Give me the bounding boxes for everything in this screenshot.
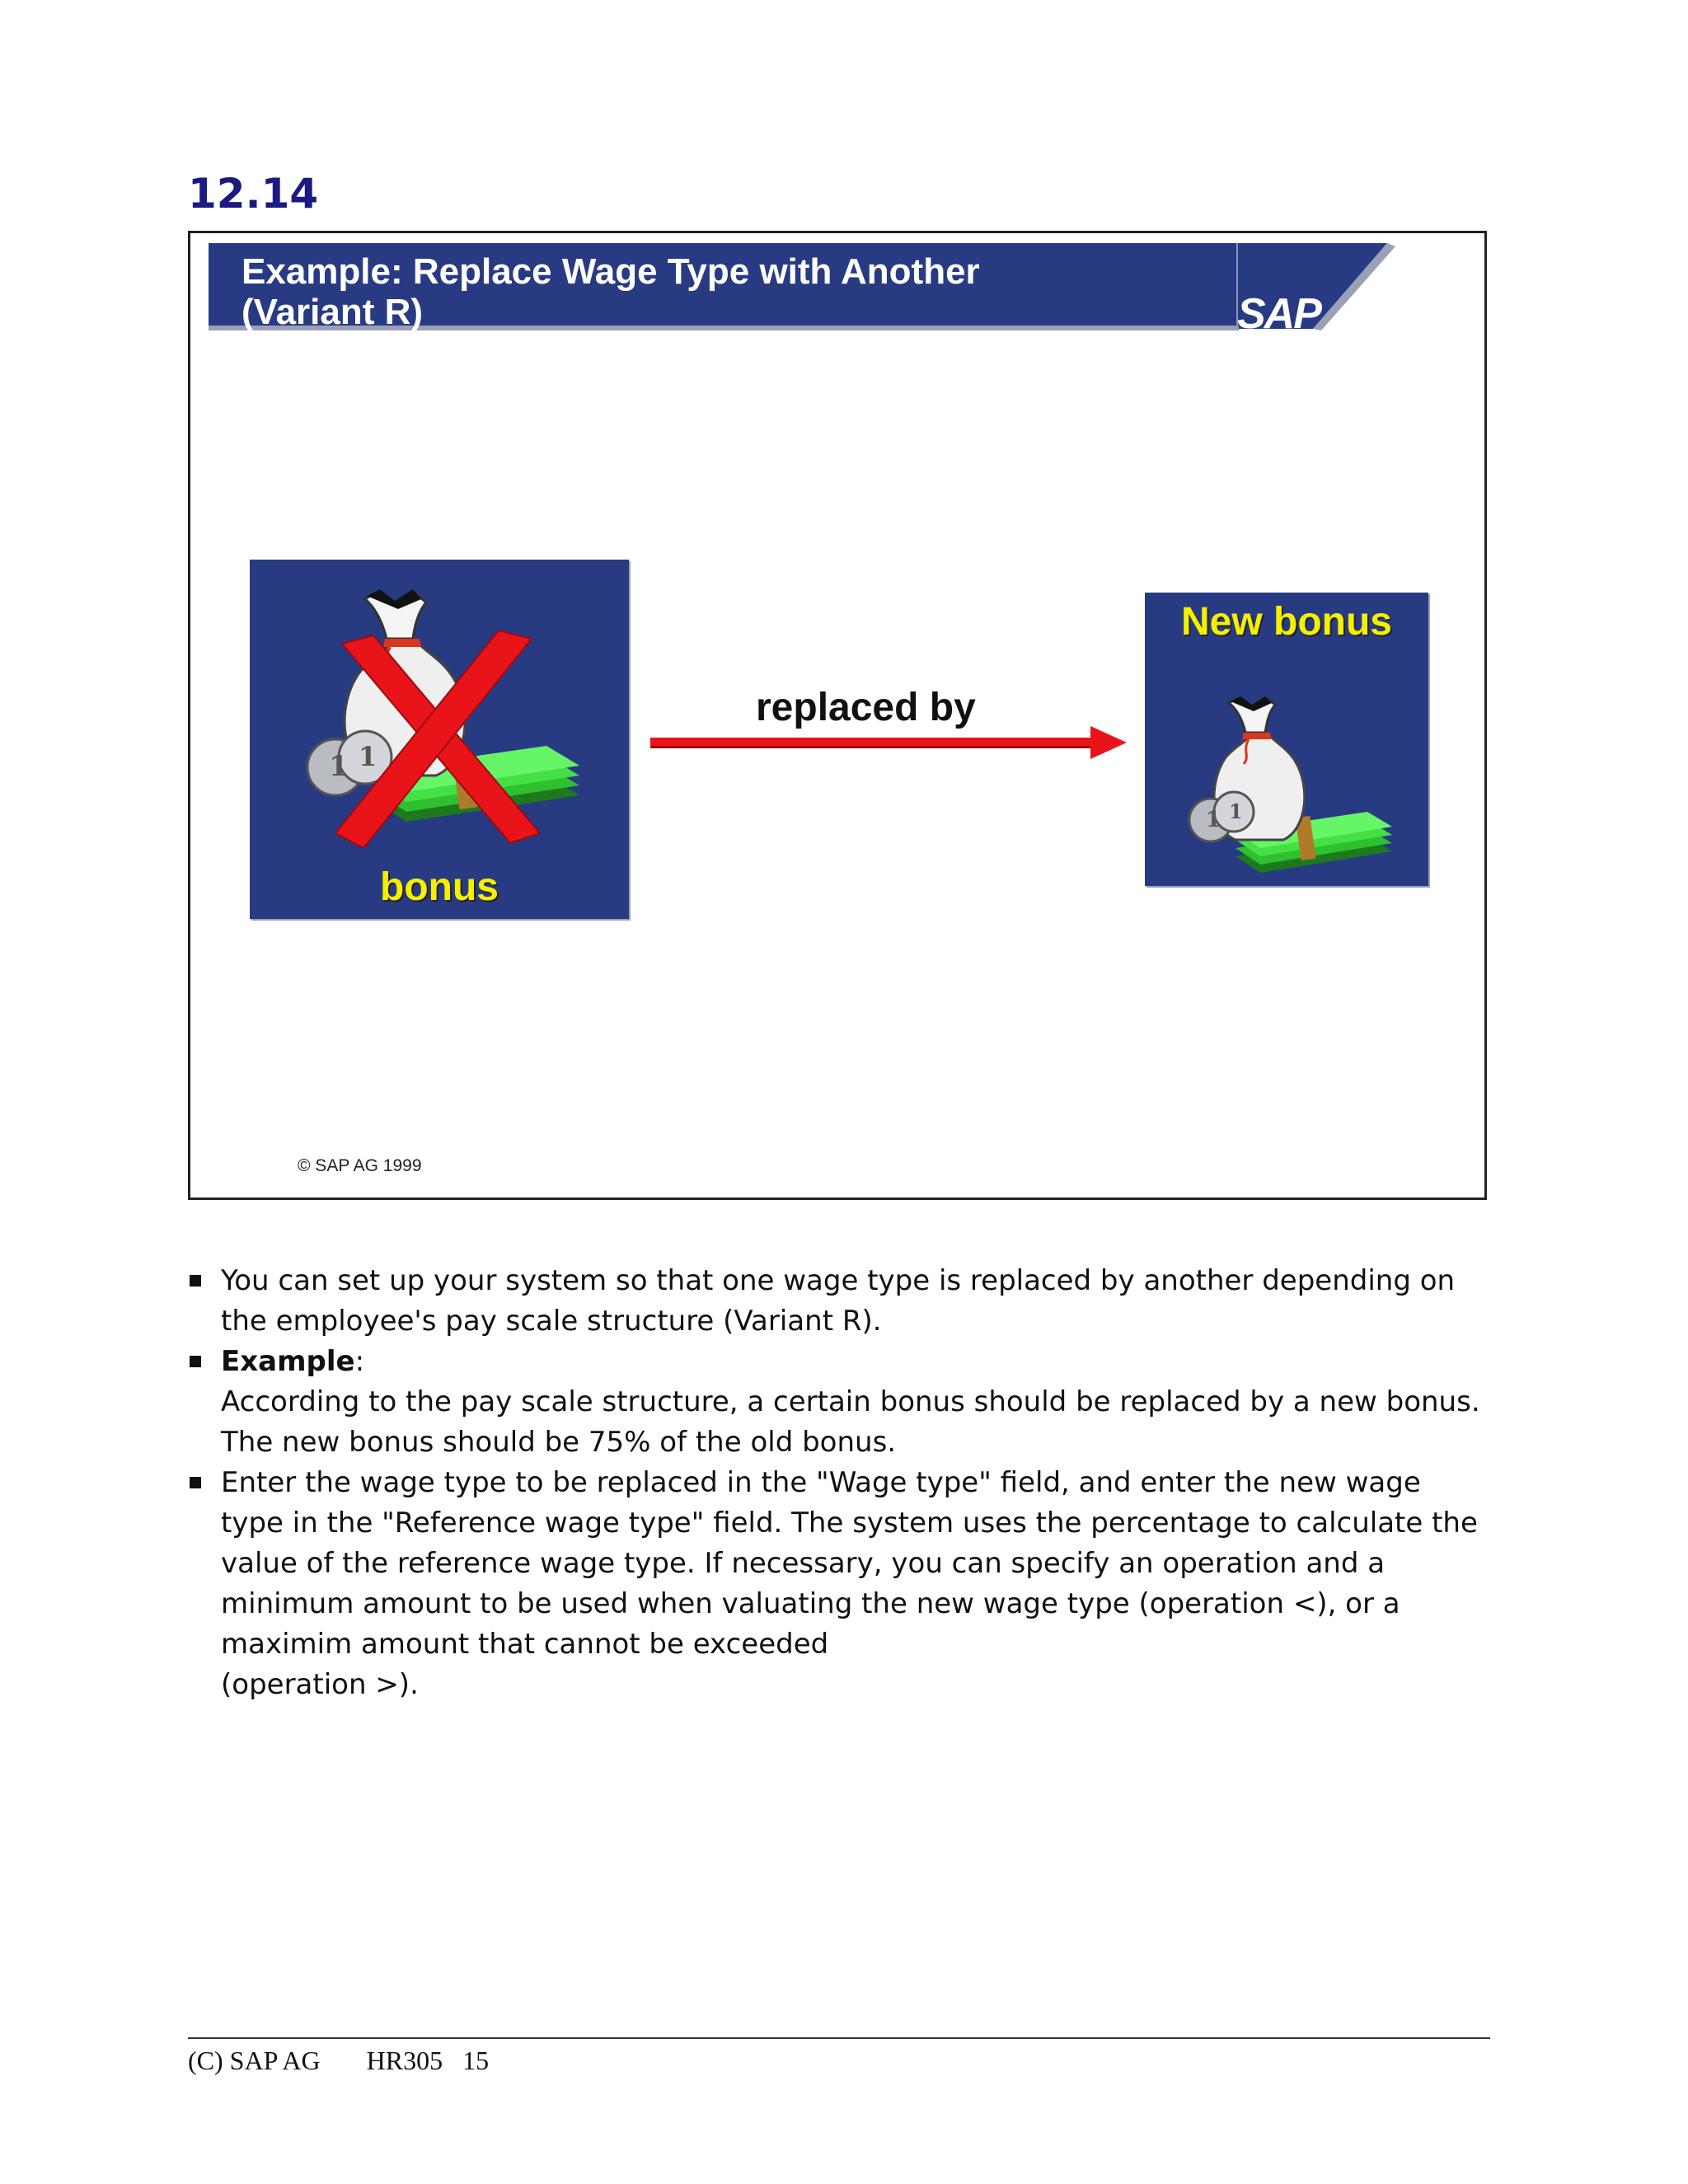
square-bullet-icon <box>190 1275 201 1286</box>
note-heading: Example <box>221 1345 355 1378</box>
replaced-by-label: replaced by <box>756 686 976 729</box>
svg-text:1: 1 <box>329 750 349 783</box>
square-bullet-icon <box>190 1356 201 1367</box>
footer-company: (C) SAP AG <box>188 2046 321 2075</box>
note-item <box>188 1342 1490 1463</box>
svg-text:1: 1 <box>359 741 377 772</box>
title-banner <box>209 243 1404 338</box>
note-item <box>188 1463 1490 1705</box>
sap-logo: SAP <box>1237 290 1320 338</box>
notes-list <box>188 1261 1490 1705</box>
note-heading-suffix: : <box>354 1345 365 1378</box>
note-item <box>188 1261 1490 1342</box>
note-text: According to the pay scale structure, a certain bonus should be replaced by a new bonus. The new bonus should be 75% of the old bonus. <box>221 1385 1480 1459</box>
svg-text:1: 1 <box>1206 808 1221 832</box>
new-bonus-label: New bonus <box>1180 600 1392 644</box>
square-bullet-icon <box>190 1477 201 1488</box>
footer-course: HR305 <box>366 2046 443 2075</box>
page-footer <box>188 2046 489 2076</box>
note-text: You can set up your system so that one wage type is replaced by another depending on the employee's pay scale structure (Variant R). <box>221 1264 1456 1338</box>
new-bonus-panel <box>1145 593 1428 886</box>
slide <box>188 231 1487 1200</box>
money-bag-illustration <box>250 560 629 865</box>
svg-text:1: 1 <box>1229 799 1243 823</box>
section-number: 12.14 <box>188 170 319 218</box>
note-text: Enter the wage type to be replaced in the "Wage type" field, and enter the new wage type in the "Reference wage type" field. The system uses the percentage to calculate the value of the reference wage type. If necessary, you can specify an operation and a minimum amount to be used when valuating the new wage type (operation <), or a maximim amount that cannot be exceeded <box>221 1466 1478 1661</box>
money-bag-illustration <box>1145 593 1428 886</box>
note-heading-line <box>221 1342 1490 1382</box>
replaced-by-arrow <box>650 726 1128 759</box>
old-bonus-panel <box>250 560 629 919</box>
footer-rule <box>188 2037 1490 2039</box>
old-bonus-label: bonus <box>380 865 499 909</box>
footer-page: 15 <box>462 2046 490 2075</box>
slide-copyright: © SAP AG 1999 <box>298 1156 422 1175</box>
note-text-continuation: (operation >). <box>221 1668 419 1701</box>
slide-title: Example: Replace Wage Type with Another (Variant R) <box>241 251 980 332</box>
